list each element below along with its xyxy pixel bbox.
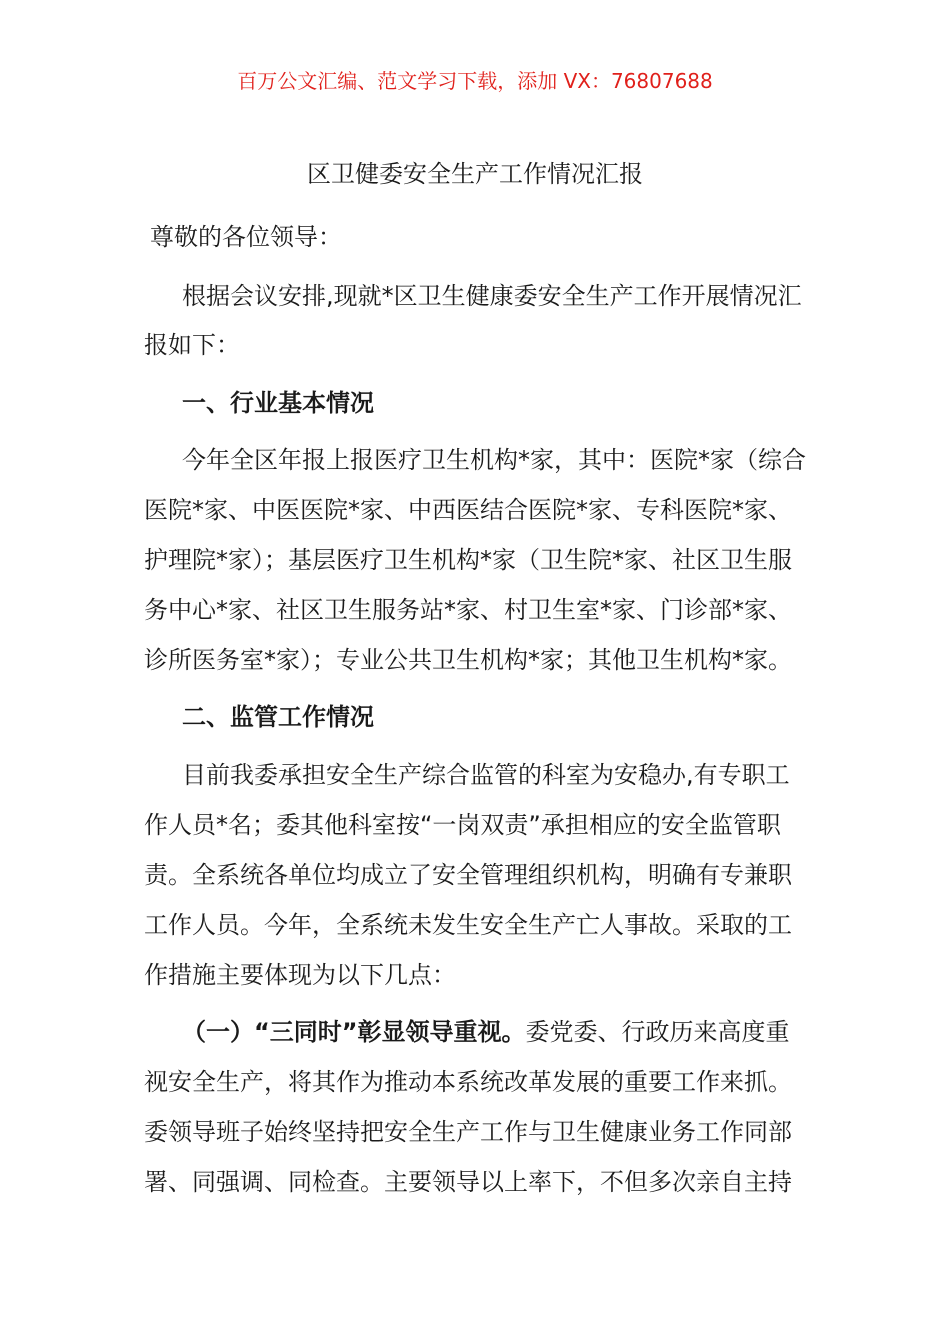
item-1-first-line [182, 1015, 790, 1049]
intro-line-1: 根据会议安排,现就*区卫生健康委安全生产工作开展情况汇 [182, 282, 802, 310]
section-2-line-4: 工作人员。今年，全系统未发生安全生产亡人事故。采取的工 [144, 911, 792, 939]
section-1-line-2: 医院*家、中医医院*家、中西医结合医院*家、专科医院*家、 [144, 496, 792, 524]
section-1-line-5: 诊所医务室*家）；专业公共卫生机构*家；其他卫生机构*家。 [144, 646, 792, 674]
item-1-line-4: 署、同强调、同检查。主要领导以上率下，不但多次亲自主持 [144, 1168, 792, 1196]
document-title: 区卫健委安全生产工作情况汇报 [307, 160, 643, 188]
section-2-line-3: 责。全系统各单位均成立了安全管理组织机构，明确有专兼职 [144, 861, 792, 889]
salutation: 尊敬的各位领导： [150, 223, 342, 251]
intro-line-2: 报如下： [144, 331, 240, 359]
section-2-line-5: 作措施主要体现为以下几点： [144, 961, 456, 989]
section-2-line-2: 作人员*名；委其他科室按“一岗双责”承担相应的安全监管职 [144, 811, 781, 839]
item-1-first-line-rest: 委党委、行政历来高度重 [525, 1018, 790, 1046]
item-1-line-3: 委领导班子始终坚持把安全生产工作与卫生健康业务工作同部 [144, 1118, 792, 1146]
section-1-line-4: 务中心*家、社区卫生服务站*家、村卫生室*家、门诊部*家、 [144, 596, 792, 624]
section-1-line-1: 今年全区年报上报医疗卫生机构*家，其中：医院*家（综合 [182, 446, 806, 474]
section-1-heading: 一、行业基本情况 [182, 389, 374, 417]
section-2-heading: 二、监管工作情况 [182, 703, 374, 731]
watermark-banner: 百万公文汇编、范文学习下载，添加 VX：76807688 [237, 69, 713, 93]
section-2-line-1: 目前我委承担安全生产综合监管的科室为安稳办,有专职工 [182, 761, 790, 789]
item-1-line-2: 视安全生产，将其作为推动本系统改革发展的重要工作来抓。 [144, 1068, 792, 1096]
section-1-line-3: 护理院*家）；基层医疗卫生机构*家（卫生院*家、社区卫生服 [144, 546, 792, 574]
item-1-bold-heading: （一）“三同时”彰显领导重视。 [182, 1018, 526, 1046]
